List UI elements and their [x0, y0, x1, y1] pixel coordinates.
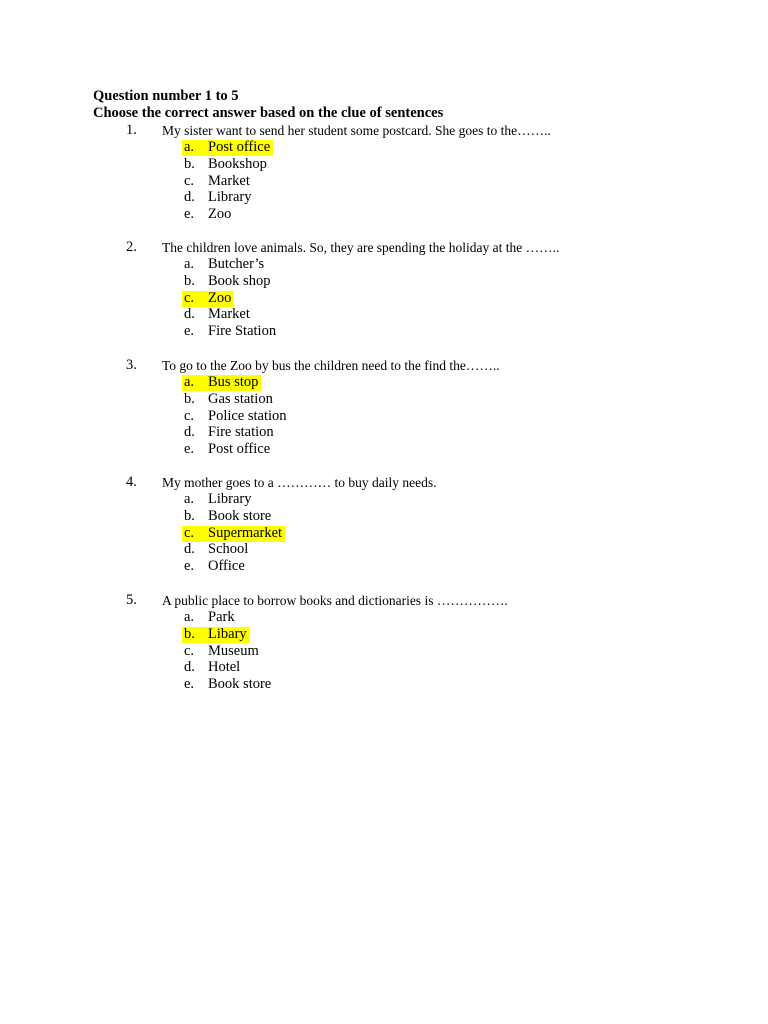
option-text: Hotel — [208, 659, 241, 676]
instruction-text: Choose the correct answer based on the clue of sentences — [93, 105, 444, 121]
option-text: Library — [208, 189, 252, 206]
option-text: Butcher’s — [208, 256, 265, 272]
question-text: My sister want to send her student some postcard. She goes to the…….. — [162, 123, 551, 138]
option-letter: c. — [184, 407, 195, 424]
option-letter: d. — [184, 424, 195, 441]
question-text: The children love animals. So, they are spending the holiday at the …….. — [162, 240, 560, 255]
option-letter: b. — [184, 155, 195, 172]
question-number: 2. — [126, 239, 137, 255]
option-text: Fire station — [208, 424, 274, 441]
option-text: Library — [208, 491, 252, 507]
page-title: Question number 1 to 5 — [93, 88, 239, 104]
question-number: 4. — [126, 474, 137, 490]
option-text: Book store — [208, 676, 272, 693]
option-letter: c. — [184, 172, 195, 189]
option-text: Police station — [208, 407, 287, 424]
option-text: Post office — [208, 139, 271, 155]
question-number: 5. — [126, 592, 137, 608]
option-letter: e. — [184, 441, 195, 458]
option-letter: b. — [184, 507, 195, 524]
option-text: Bus stop — [208, 374, 259, 390]
option-letter: e. — [184, 206, 195, 223]
option-letter: b. — [184, 272, 195, 289]
option-letter: b. — [184, 625, 195, 642]
option-text: Market — [208, 172, 250, 189]
option-text: Supermarket — [208, 524, 283, 541]
option-letter: c. — [184, 289, 195, 306]
option-text: Bookshop — [208, 155, 267, 172]
option-letter: a. — [184, 491, 195, 507]
option-letter: a. — [184, 374, 195, 390]
option-letter: c. — [184, 524, 195, 541]
question-text: A public place to borrow books and dictionaries is ……………. — [162, 593, 508, 608]
option-text: Zoo — [208, 289, 232, 306]
option-letter: d. — [184, 306, 195, 323]
option-letter: d. — [184, 659, 195, 676]
option-text: Park — [208, 609, 235, 625]
option-letter: d. — [184, 541, 195, 558]
option-text: Fire Station — [208, 323, 277, 340]
option-text: Book shop — [208, 272, 271, 289]
option-letter: e. — [184, 676, 195, 693]
option-letter: a. — [184, 139, 195, 155]
question-text: My mother goes to a ………… to buy daily needs. — [162, 475, 437, 490]
option-text: Museum — [208, 642, 259, 659]
option-letter: c. — [184, 642, 195, 659]
option-letter: a. — [184, 256, 195, 272]
option-text: Book store — [208, 507, 272, 524]
option-text: Market — [208, 306, 250, 323]
option-letter: a. — [184, 609, 195, 625]
question-text: To go to the Zoo by bus the children need to the find the…….. — [162, 358, 500, 373]
option-letter: b. — [184, 390, 195, 407]
option-text: Post office — [208, 441, 271, 458]
option-text: Zoo — [208, 206, 232, 223]
question-number: 3. — [126, 357, 137, 373]
question-number: 1. — [126, 122, 137, 138]
option-text: Libary — [208, 625, 247, 642]
option-letter: e. — [184, 558, 195, 575]
option-letter: d. — [184, 189, 195, 206]
option-text: Gas station — [208, 390, 273, 407]
option-text: School — [208, 541, 249, 558]
option-text: Office — [208, 558, 245, 575]
option-letter: e. — [184, 323, 195, 340]
